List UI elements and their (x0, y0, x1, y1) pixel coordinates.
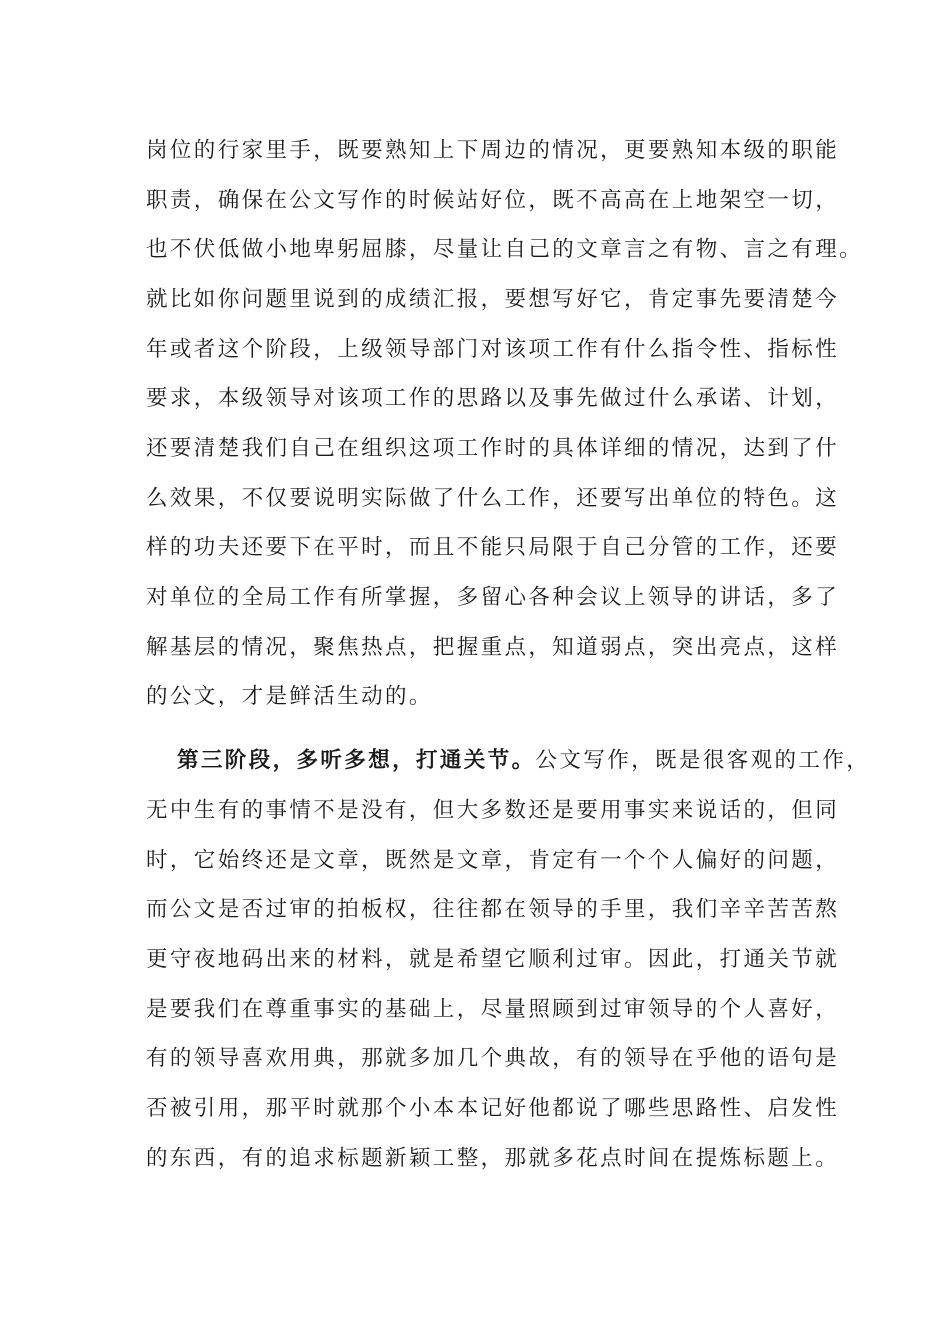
text-line: 要求，本级领导对该项工作的思路以及事先做过什么承诺、计划， (146, 386, 840, 411)
text-line: 的公文，才是鲜活生动的。 (146, 684, 433, 709)
paragraph-first-line (177, 750, 870, 772)
text-line: 年或者这个阶段，上级领导部门对该项工作有什么指令性、指标性 (146, 337, 840, 362)
text-line: 更守夜地码出来的材料，就是希望它顺利过审。因此，打通关节就 (146, 947, 840, 972)
text-line: 样的功夫还要下在平时，而且不能只局限于自己分管的工作，还要 (146, 535, 840, 560)
text-line: 也不伏低做小地卑躬屈膝，尽量让自己的文章言之有物、言之有理。 (146, 237, 864, 262)
text-line: 而公文是否过审的拍板权，往往都在领导的手里，我们辛辛苦苦熬 (146, 897, 840, 922)
text-line: 解基层的情况，聚焦热点，把握重点，知道弱点，突出亮点，这样 (146, 635, 840, 660)
text-span: 公文写作，既是很客观的工作， (535, 748, 871, 773)
text-line: 岗位的行家里手，既要熟知上下周边的情况，更要熟知本级的职能 (146, 138, 840, 163)
section-heading: 第三阶段，多听多想，打通关节。 (177, 748, 536, 773)
text-line: 有的领导喜欢用典，那就多加几个典故，有的领导在乎他的语句是 (146, 1046, 840, 1071)
text-line: 的东西，有的追求标题新颖工整，那就多花点时间在提炼标题上。 (146, 1146, 840, 1171)
text-line: 无中生有的事情不是没有，但大多数还是要用事实来说话的，但同 (146, 798, 840, 823)
text-line: 时，它始终还是文章，既然是文章，肯定有一个个人偏好的问题， (146, 848, 840, 873)
text-line: 么效果，不仅要说明实际做了什么工作，还要写出单位的特色。这 (146, 486, 840, 511)
text-line: 对单位的全局工作有所掌握，多留心各种会议上领导的讲话，多了 (146, 585, 840, 610)
text-line: 是要我们在尊重事实的基础上，尽量照顾到过审领导的个人喜好， (146, 997, 840, 1022)
text-line: 就比如你问题里说到的成绩汇报，要想写好它，肯定事先要清楚今 (146, 287, 840, 312)
text-line: 职责，确保在公文写作的时候站好位，既不高高在上地架空一切， (146, 188, 840, 213)
text-line: 还要清楚我们自己在组织这项工作时的具体详细的情况，达到了什 (146, 436, 840, 461)
text-line: 否被引用，那平时就那个小本本记好他都说了哪些思路性、启发性 (146, 1096, 840, 1121)
